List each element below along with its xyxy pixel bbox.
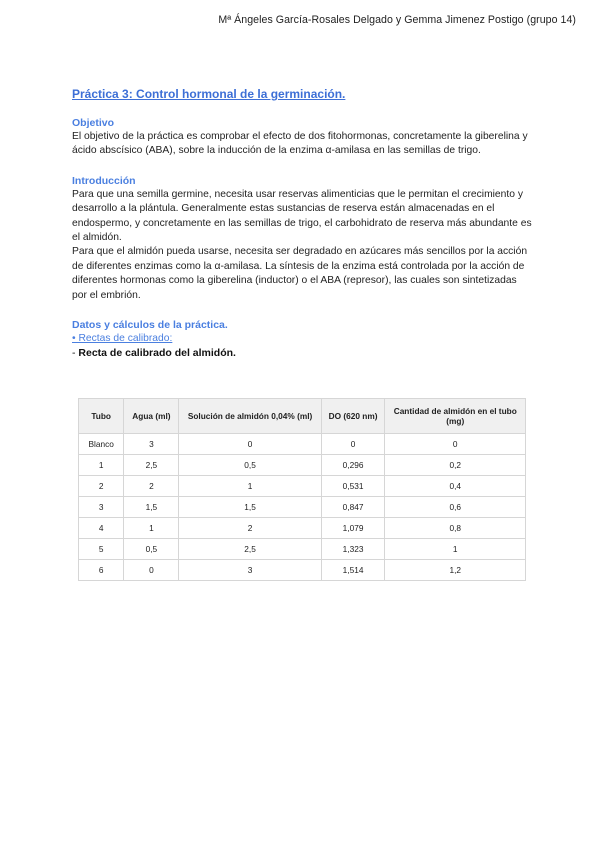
col-header-cantidad: Cantidad de almidón en el tubo (mg) xyxy=(385,399,526,434)
cell-do: 0,847 xyxy=(321,497,385,518)
col-header-do: DO (620 nm) xyxy=(321,399,385,434)
table-header-row xyxy=(79,399,526,434)
section-datos xyxy=(72,319,532,361)
cell-do: 0,531 xyxy=(321,476,385,497)
table-row xyxy=(79,560,526,581)
introduccion-heading: Introducción xyxy=(72,174,136,187)
cell-solucion: 1 xyxy=(179,476,321,497)
cell-cantidad: 0,2 xyxy=(385,455,526,476)
cell-tubo: 3 xyxy=(79,497,124,518)
cell-do: 1,079 xyxy=(321,518,385,539)
cell-solucion: 2 xyxy=(179,518,321,539)
table-row xyxy=(79,455,526,476)
section-objetivo xyxy=(72,117,532,159)
cell-cantidad: 1 xyxy=(385,539,526,560)
cell-cantidad: 0 xyxy=(385,434,526,455)
cell-tubo: 5 xyxy=(79,539,124,560)
recta-almidon-subheading xyxy=(72,346,532,361)
objetivo-text: El objetivo de la práctica es comprobar el efecto de dos fitohormonas, concretamente la giberelina y ácido abscísico (ABA), sobre la inducción de la enzima α-amilasa en las semillas de trigo. xyxy=(72,131,528,157)
col-header-tubo: Tubo xyxy=(79,399,124,434)
cell-solucion: 1,5 xyxy=(179,497,321,518)
datos-heading: Datos y cálculos de la práctica. xyxy=(72,319,228,332)
document-title: Práctica 3: Control hormonal de la germinación. xyxy=(72,87,346,101)
cell-agua: 3 xyxy=(124,434,179,455)
cell-do: 1,323 xyxy=(321,539,385,560)
calibration-table xyxy=(78,398,526,581)
cell-solucion: 0,5 xyxy=(179,455,321,476)
cell-tubo: 6 xyxy=(79,560,124,581)
cell-tubo: 4 xyxy=(79,518,124,539)
cell-tubo: 1 xyxy=(79,455,124,476)
table-row xyxy=(79,518,526,539)
rectas-calibrado-link[interactable]: • Rectas de calibrado: xyxy=(72,333,173,345)
cell-tubo: 2 xyxy=(79,476,124,497)
col-header-agua: Agua (ml) xyxy=(124,399,179,434)
cell-agua: 0,5 xyxy=(124,539,179,560)
cell-agua: 1 xyxy=(124,518,179,539)
cell-do: 0,296 xyxy=(321,455,385,476)
section-introduccion xyxy=(72,175,532,303)
col-header-solucion: Solución de almidón 0,04% (ml) xyxy=(179,399,321,434)
introduccion-paragraph-2: Para que el almidón pueda usarse, necesita ser degradado en azúcares más sencillos por la acción de diferentes enzimas como la α-amilasa. La síntesis de la enzima está controlada por la acción de diferentes hormonas como la giberelina (inductor) o el ABA (represor), las cuales son sintetizadas por el embrión. xyxy=(72,246,528,301)
introduccion-paragraph-1: Para que una semilla germine, necesita usar reservas alimenticias que le permitan el crecimiento y desarrollo a la plántula. Generalmente estas sustancias de reserva están almacenadas en el endospermo, y concretamente en las semillas de trigo, el carbohidrato de reserva más abundante es el almidón. xyxy=(72,188,532,244)
cell-agua: 0 xyxy=(124,560,179,581)
cell-agua: 1,5 xyxy=(124,497,179,518)
table-row xyxy=(79,539,526,560)
cell-do: 0 xyxy=(321,434,385,455)
cell-solucion: 0 xyxy=(179,434,321,455)
cell-agua: 2,5 xyxy=(124,455,179,476)
objetivo-heading: Objetivo xyxy=(72,117,115,129)
cell-solucion: 2,5 xyxy=(179,539,321,560)
table-row xyxy=(79,476,526,497)
cell-cantidad: 0,8 xyxy=(385,518,526,539)
cell-solucion: 3 xyxy=(179,560,321,581)
cell-agua: 2 xyxy=(124,476,179,497)
cell-tubo: Blanco xyxy=(79,434,124,455)
cell-do: 1,514 xyxy=(321,560,385,581)
recta-almidon-label: Recta de calibrado del almidón. xyxy=(78,347,236,360)
table-row xyxy=(79,434,526,455)
page-header-authors: Mª Ángeles García-Rosales Delgado y Gemma Jimenez Postigo (grupo 14) xyxy=(218,14,576,26)
subheading-dash: - xyxy=(72,347,76,360)
table-row xyxy=(79,497,526,518)
document-content xyxy=(72,87,532,377)
cell-cantidad: 0,4 xyxy=(385,476,526,497)
cell-cantidad: 1,2 xyxy=(385,560,526,581)
cell-cantidad: 0,6 xyxy=(385,497,526,518)
